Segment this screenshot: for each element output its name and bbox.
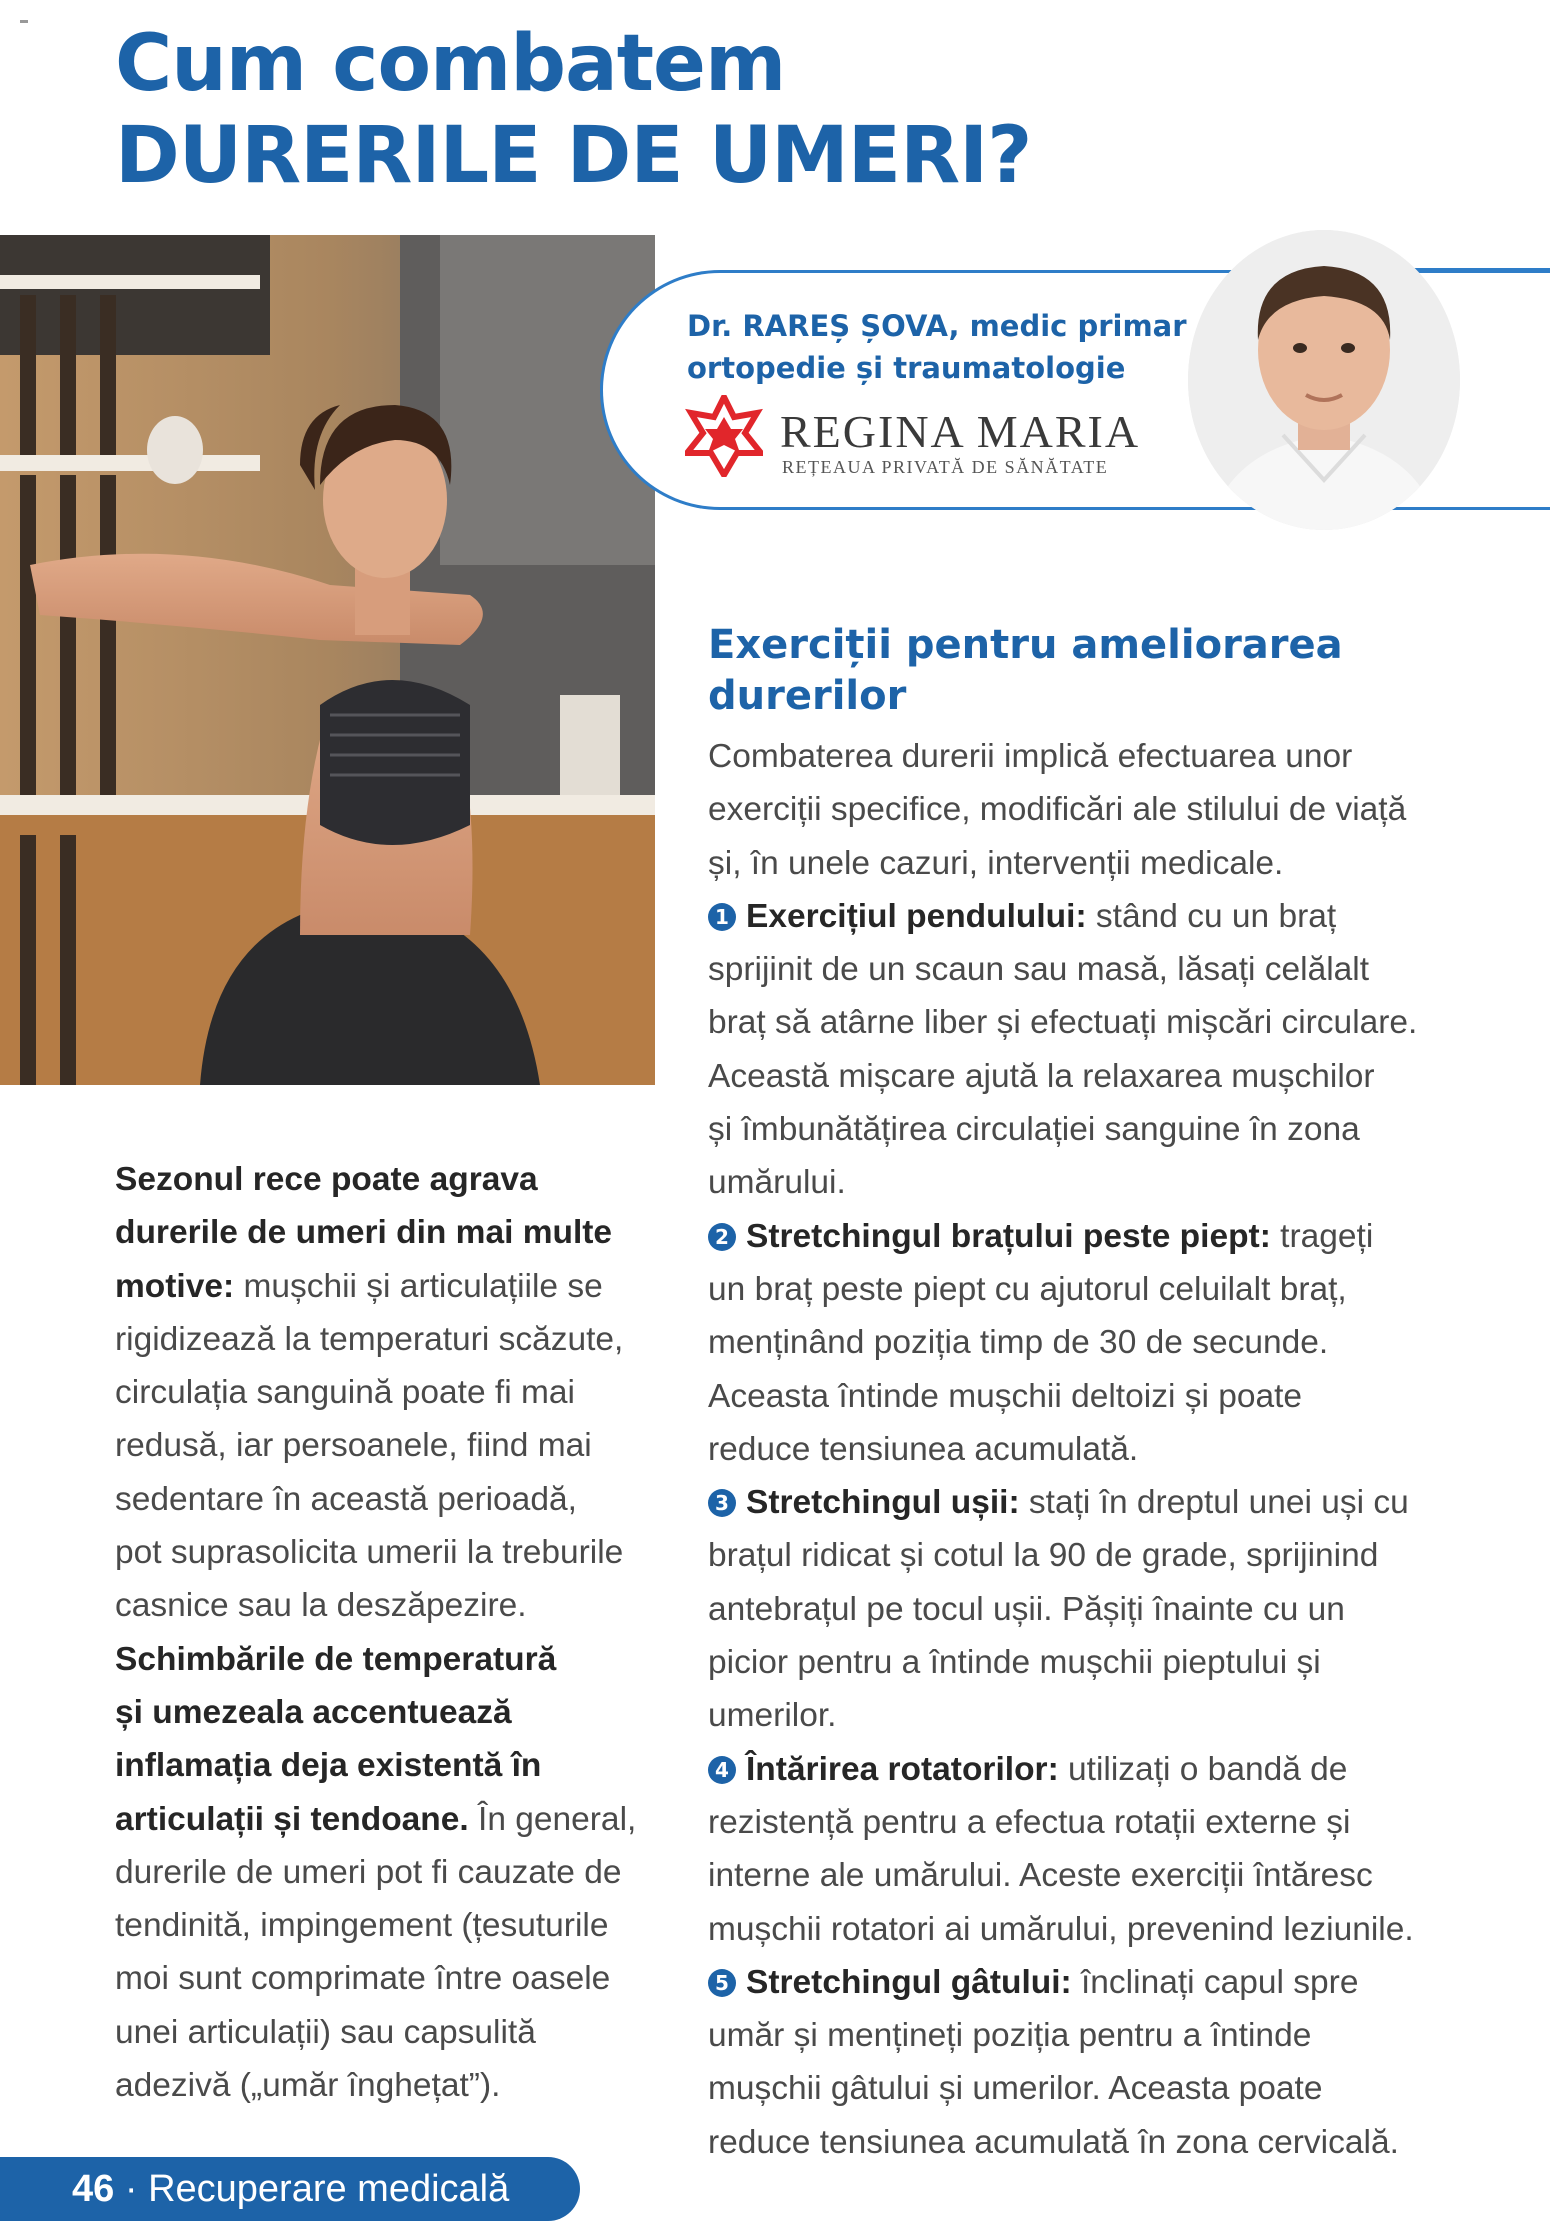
season-bold-line: durerile de umeri din mai multe	[115, 1214, 613, 1252]
author-credit	[687, 305, 1207, 389]
exercise-5-text: înclinați capul spre	[1071, 1963, 1359, 2001]
exercise-3-text: stați în dreptul unei uși cu	[1019, 1484, 1409, 1522]
number-4-icon: 4	[708, 1756, 736, 1784]
number-2-icon: 2	[708, 1223, 736, 1251]
author-role-2: ortopedie și traumatologie	[687, 351, 1126, 385]
temperature-mixed-line	[115, 1793, 660, 1846]
section-heading	[708, 620, 1468, 722]
causes-text-line: unei articulații) sau capsulită	[115, 2013, 536, 2051]
exercise-5-first-line	[708, 1956, 1468, 2009]
exercise-5-name: Stretchingul gâtului:	[746, 1963, 1072, 2001]
exercise-3-line: umerilor.	[708, 1697, 837, 1735]
exercise-1-text: stând cu un braț	[1086, 897, 1337, 935]
season-bold-line: Sezonul rece poate agrava	[115, 1161, 538, 1198]
temperature-bold-line: articulații și tendoane.	[115, 1800, 469, 1838]
causes-text-line: tendinită, impingement (țesuturile	[115, 1907, 609, 1945]
exercise-1-line: braț să atârne liber și efectuați mișcări circulare.	[708, 1004, 1418, 1042]
exercise-5-line: mușchii gâtului și umerilor. Aceasta poate	[708, 2070, 1323, 2108]
exercise-4-name: Întărirea rotatorilor:	[746, 1750, 1059, 1788]
intro-line: exerciții specifice, modificări ale stilului de viață	[708, 791, 1407, 829]
author-frame-top-line	[1400, 268, 1550, 271]
number-1-icon: 1	[708, 903, 736, 931]
corner-mark	[20, 20, 28, 23]
exercise-3-line: antebrațul pe tocul ușii. Pășiți înainte cu un	[708, 1590, 1345, 1628]
exercise-1-line: sprijinit de un scaun sau masă, lăsați celălalt	[708, 951, 1370, 989]
number-5-icon: 5	[708, 1969, 736, 1997]
exercise-1-line: Această mișcare ajută la relaxarea mușchilor	[708, 1057, 1375, 1095]
page-number: 46	[72, 2168, 115, 2210]
exercise-2-text: trageți	[1270, 1217, 1374, 1255]
exercise-4	[708, 1743, 1468, 1956]
temperature-bold-line: și umezeala accentuează	[115, 1693, 512, 1731]
title-line-1: Cum combatem	[115, 19, 786, 109]
exercises-column	[708, 730, 1468, 2169]
temperature-bold-line: inflamația deja existentă în	[115, 1747, 542, 1785]
season-text-line: circulația sanguină poate fi mai	[115, 1374, 575, 1412]
causes-text-line: durerile de umeri pot fi cauzate de	[115, 1853, 622, 1891]
exercise-3-line: picior pentru a întinde mușchii pieptului și	[708, 1644, 1321, 1682]
author-portrait-illustration	[1188, 230, 1460, 530]
section-heading-line-1: Exerciții pentru ameliorarea	[708, 622, 1343, 668]
exercise-2-first-line	[708, 1210, 1468, 1263]
exercise-1-line: umărului.	[708, 1164, 846, 1202]
intro-line: Combaterea durerii implică efectuarea unor	[708, 738, 1353, 775]
title-line-2: DURERILE DE UMERI?	[115, 111, 1032, 201]
exercise-4-line: rezistență pentru a efectua rotații externe și	[708, 1803, 1351, 1841]
season-text-line: sedentare în această perioadă,	[115, 1480, 577, 1518]
author-portrait	[1188, 230, 1460, 530]
section-heading-line-2: durerilor	[708, 673, 907, 719]
season-bold-line: motive:	[115, 1267, 235, 1305]
season-mixed-line	[115, 1260, 660, 1313]
page-title	[115, 18, 1415, 202]
author-line-1	[687, 305, 1207, 347]
regina-maria-star-icon	[685, 395, 763, 477]
photo-illustration	[0, 235, 655, 1085]
exercise-3	[708, 1476, 1468, 1742]
regina-maria-logo	[685, 395, 1245, 485]
exercise-3-first-line	[708, 1476, 1468, 1529]
exercise-1-name: Exercițiul pendulului:	[746, 897, 1087, 935]
season-text-line: casnice sau la deszăpezire.	[115, 1587, 527, 1625]
intro-column	[115, 1153, 660, 2112]
causes-text-line: adezivă („umăr înghețat”).	[115, 2067, 501, 2105]
intro-line: și, în unele cazuri, intervenții medicale.	[708, 844, 1284, 882]
footer-separator: ·	[114, 2168, 149, 2210]
exercise-1	[708, 890, 1468, 1210]
author-name: Dr. RAREȘ ȘOVA,	[687, 309, 960, 343]
exercise-2-line: un braț peste piept cu ajutorul celuilalt braț,	[708, 1270, 1347, 1308]
exercise-2-line: menținând poziția timp de 30 de secunde.	[708, 1324, 1329, 1362]
exercise-2-line: reduce tensiunea acumulată.	[708, 1430, 1139, 1468]
exercise-3-line: brațul ridicat și cotul la 90 de grade, sprijinind	[708, 1537, 1379, 1575]
exercise-4-line: interne ale umărului. Aceste exerciții întăresc	[708, 1857, 1373, 1895]
exercise-1-first-line	[708, 890, 1468, 943]
season-text-line: rigidizează la temperaturi scăzute,	[115, 1320, 624, 1358]
exercise-4-first-line	[708, 1743, 1468, 1796]
footer-section: Recuperare medicală	[148, 2168, 510, 2210]
exercise-2	[708, 1210, 1468, 1476]
page-footer	[0, 2157, 580, 2221]
season-text: mușchii și articulațiile se	[234, 1267, 603, 1305]
exercise-2-name: Stretchingul brațului peste piept:	[746, 1217, 1271, 1255]
intro-paragraph	[708, 730, 1468, 890]
exercise-4-line: mușchii rotatori ai umărului, prevenind leziunile.	[708, 1910, 1414, 1948]
exercise-5-line: umăr și mențineți poziția pentru a întinde	[708, 2017, 1312, 2055]
number-3-icon: 3	[708, 1489, 736, 1517]
season-paragraph	[115, 1153, 660, 2112]
temperature-bold-line: Schimbările de temperatură	[115, 1640, 557, 1678]
season-text-line: redusă, iar persoanele, fiind mai	[115, 1427, 592, 1465]
exercise-3-name: Stretchingul ușii:	[746, 1484, 1020, 1522]
exercise-5	[708, 1956, 1468, 2169]
logo-name: REGINA MARIA	[780, 406, 1141, 457]
author-role-1: medic primar	[959, 309, 1187, 343]
temperature-text: În general,	[468, 1800, 637, 1838]
woman-stretching-photo	[0, 235, 655, 1085]
logo-tagline: REȚEAUA PRIVATĂ DE SĂNĂTATE	[782, 457, 1109, 477]
exercise-4-text: utilizați o bandă de	[1058, 1750, 1348, 1788]
exercise-2-line: Aceasta întinde mușchii deltoizi și poate	[708, 1377, 1303, 1415]
exercise-5-line: reduce tensiunea acumulată în zona cervicală.	[708, 2123, 1399, 2161]
season-text-line: pot suprasolicita umerii la treburile	[115, 1534, 624, 1572]
causes-text-line: moi sunt comprimate între oasele	[115, 1960, 611, 1998]
exercise-1-line: și îmbunătățirea circulației sanguine în zona	[708, 1111, 1360, 1149]
